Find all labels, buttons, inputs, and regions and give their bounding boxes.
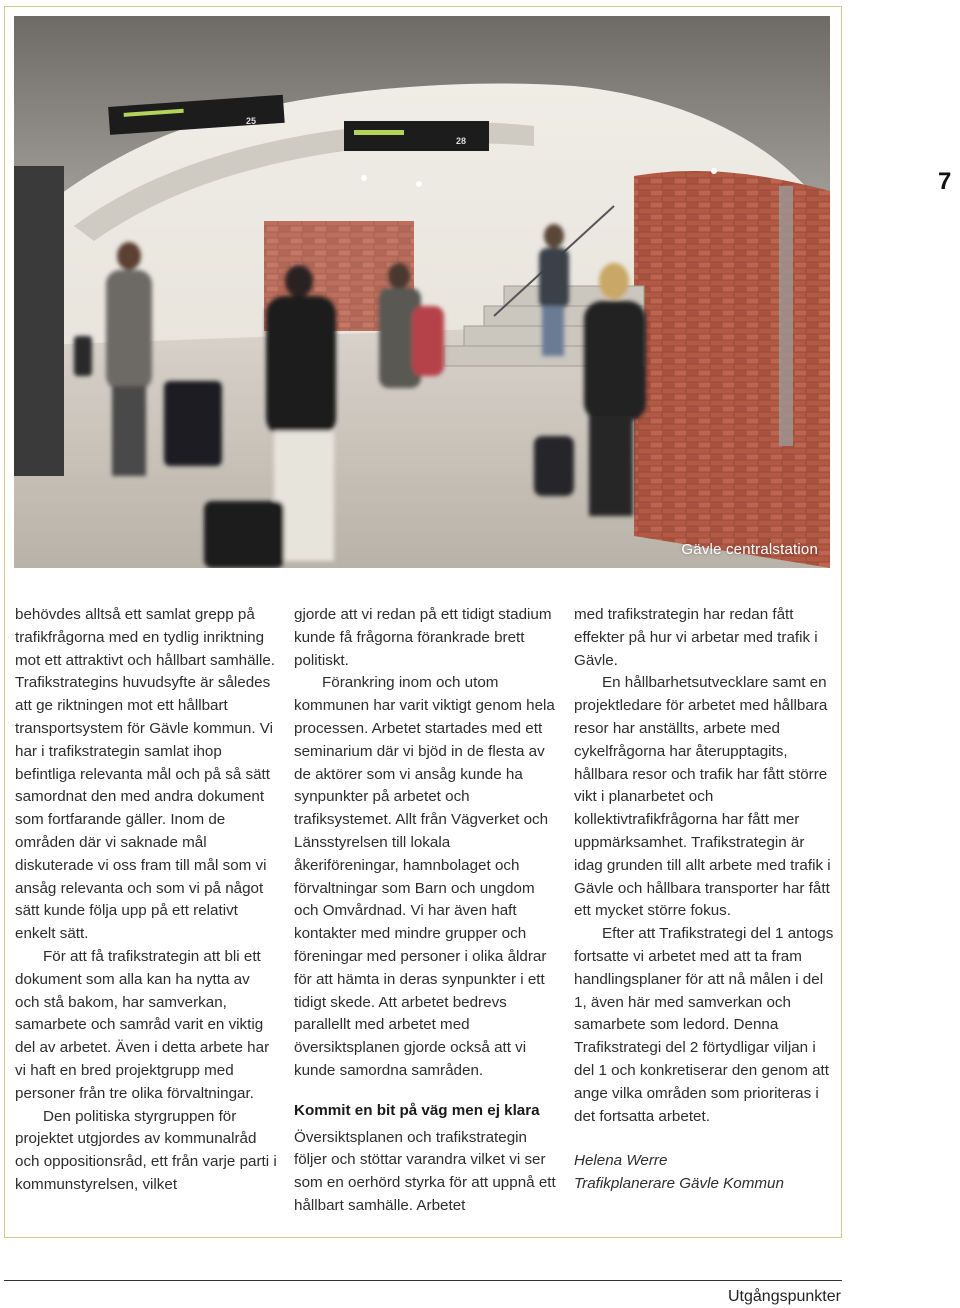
photo-caption: Gävle centralstation xyxy=(681,541,818,558)
paragraph: Översiktsplanen och trafikstrategin följer och stöttar varandra vilket vi ser som en oerhörd styrka för att uppnå ett hållbart samhälle. Arbetet xyxy=(294,1128,556,1214)
paragraph: behövdes alltså ett samlat grepp på trafikfrågorna med en tydlig inriktning mot ett attraktivt och hållbart samhälle. Trafikstrategins huvudsyfte är således att ge riktningen mot ett hållbart transportsystem för Gävle kommun. Vi har i trafikstrategin samlat ihop befintliga relevanta mål och på så sätt samordnat den med andra dokument som fortfarande gäller. Inom de områden där vi saknade mål diskuterade vi oss fram till mål som vi ansåg relevanta och som vi på något sätt kunde följa upp på ett relativt enkelt sätt. xyxy=(15,606,275,943)
signature-title: Trafikplanerare Gävle Kommun xyxy=(574,1175,784,1193)
paragraph: Den politiska styrgruppen för projektet utgjordes av kommunalråd och oppositionsråd, ett från varje parti i kommunstyrelsen, vilket xyxy=(15,1107,277,1193)
paragraph: med trafikstrategin har redan fått effekter på hur vi arbetar med trafik i Gävle. xyxy=(574,606,818,669)
text-column-3 xyxy=(574,604,836,1196)
page-number: 7 xyxy=(938,168,952,195)
section-heading: Kommit en bit på väg men ej klara xyxy=(294,1101,540,1119)
text-column-1 xyxy=(15,604,277,1197)
footer-section-label: Utgångspunkter xyxy=(728,1288,841,1305)
paragraph: Efter att Trafikstrategi del 1 antogs fortsatte vi arbetet med att ta fram handlingsplaner för att nå målen i del 1, även här med samverkan och samarbete som ledord. Denna Trafikstrategi del 2 förtydligar viljan i del 1 och konkretiserar den genom att ange vilka områden som prioriteras i det fortsatta arbetet. xyxy=(574,925,834,1125)
sign-number-1: 25 xyxy=(246,116,257,126)
paragraph: För att få trafikstrategin att bli ett dokument som alla kan ha nytta av och stå bakom, har samverkan, samarbete och samråd varit en viktig del av arbetet. Även i detta arbete har vi haft en bred projektgrupp med personer från tre olika förvaltningar. xyxy=(15,947,270,1102)
station-photo xyxy=(14,16,830,568)
footer-rule xyxy=(4,1280,842,1281)
sign-number-2: 28 xyxy=(456,136,467,146)
signature-name: Helena Werre xyxy=(574,1152,668,1170)
paragraph: Förankring inom och utom kommunen har varit viktigt genom hela processen. Arbetet startades med ett seminarium där vi bjöd in de flesta av de aktörer som vi ansåg kunde ha synpunkter på arbetet och trafiksystemet. Allt från Vägverket och Länsstyrelsen till lokala åkeriföreningar, hamnbolaget och förvaltningar som Barn och ungdom och Omvårdnad. Vi har även haft kontakter med mindre grupper och föreningar med personer i olika åldrar för att hämta in deras synpunkter i ett tidigt skede. Att arbetet bedrevs parallellt med arbetet med översiktsplanen gjorde också att vi kunde samordna samråden. xyxy=(294,674,555,1079)
text-column-2 xyxy=(294,604,556,1218)
paragraph: En hållbarhetsutvecklare samt en projektledare för arbetet med hållbara resor har anställts, arbete med cykelfrågorna har återupptagits, hållbara resor och trafik har fått större vikt i planarbetet och kollektivtrafikfrågorna har fått mer uppmärksamhet. Trafikstrategin är idag grunden till allt arbete med trafik i Gävle och hållbara transporter har fått ett mycket större fokus. xyxy=(574,674,831,920)
paragraph: gjorde att vi redan på ett tidigt stadium kunde få frågorna förankrade brett politiskt. xyxy=(294,606,552,669)
